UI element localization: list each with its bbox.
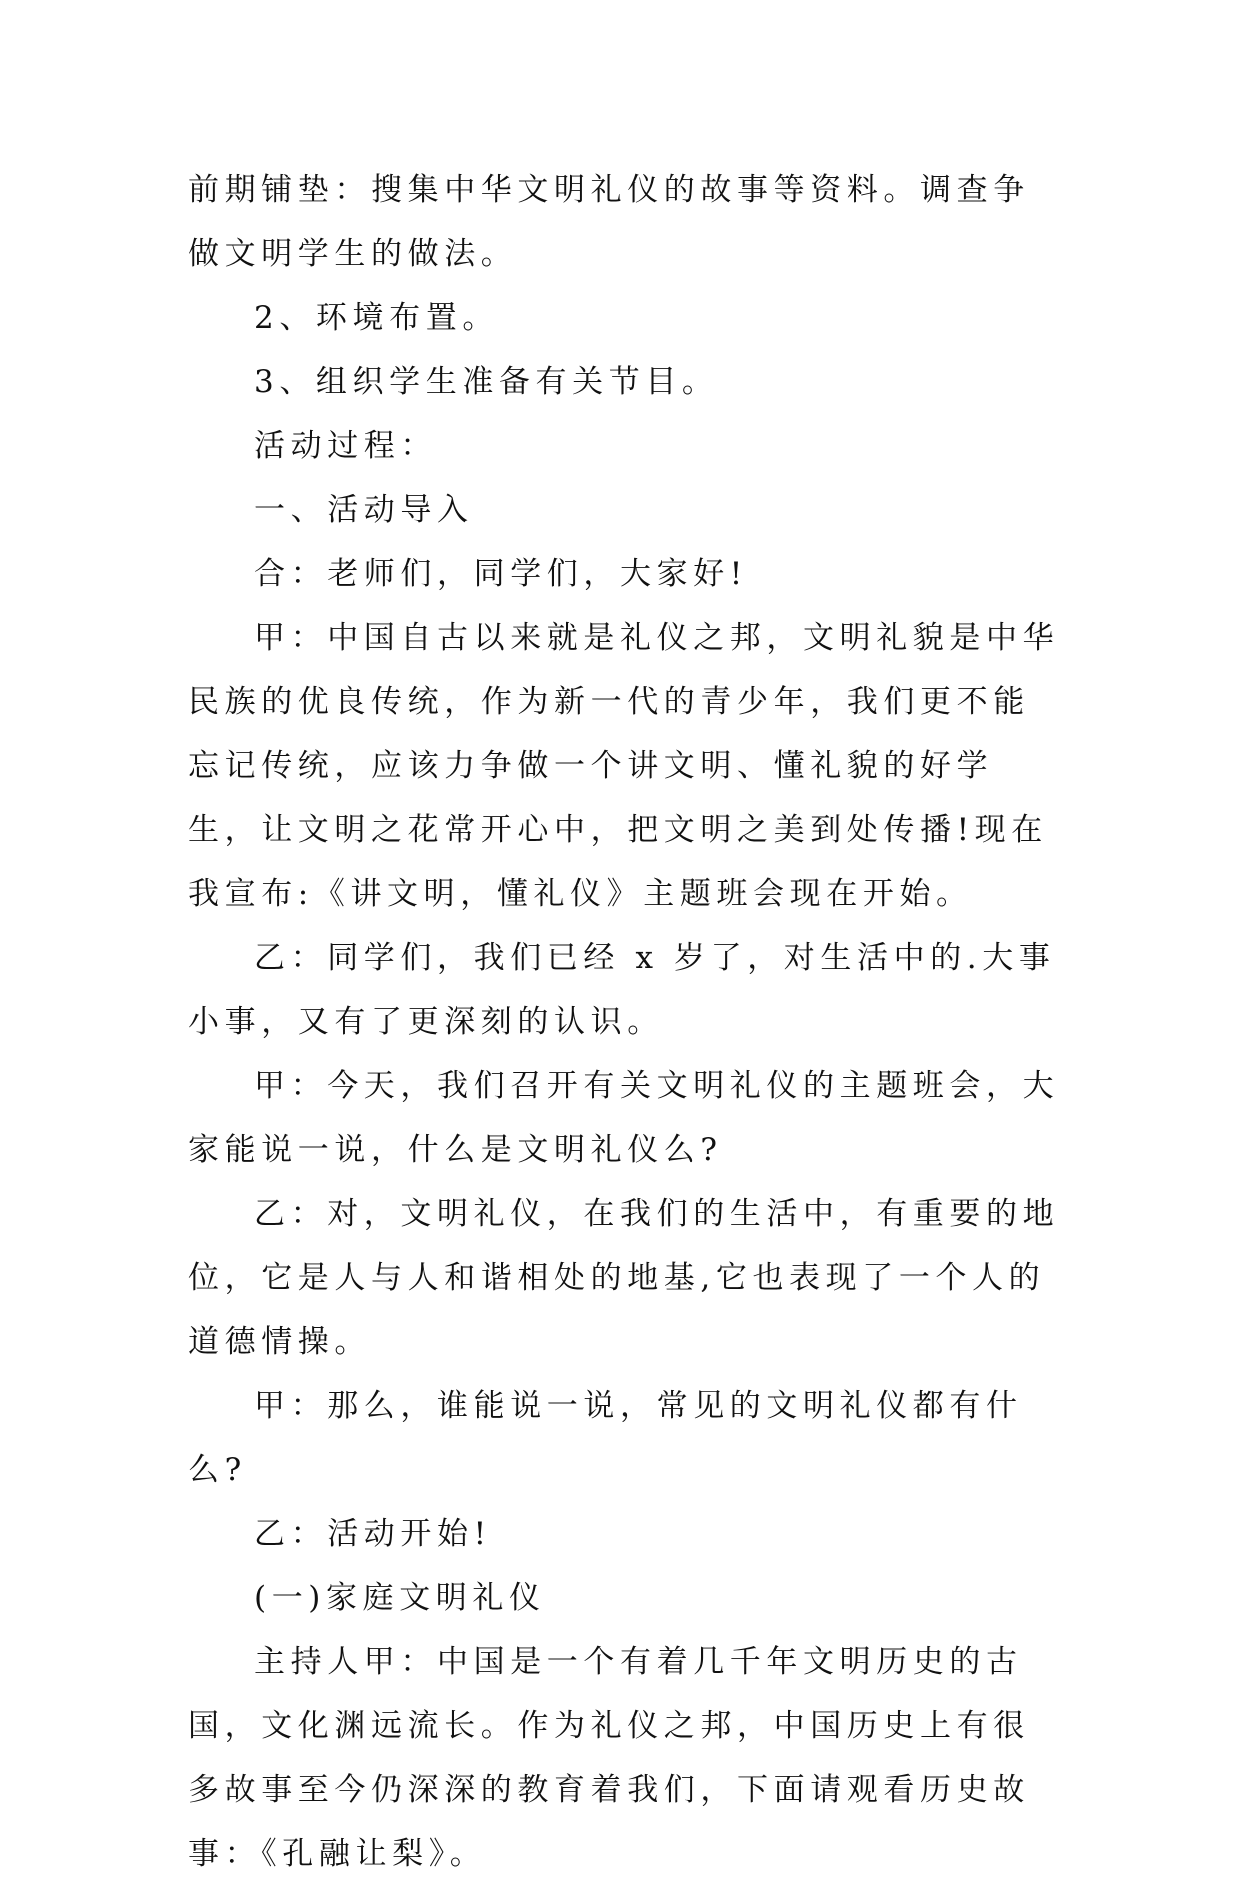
paragraph: 乙：同学们，我们已经 x 岁了，对生活中的.大事小事，又有了更深刻的认识。 xyxy=(188,940,1056,1040)
paragraph: 甲：那么，谁能说一说，常见的文明礼仪都有什么? xyxy=(188,1388,1023,1488)
paragraph: 2、环境布置。 xyxy=(254,300,499,336)
paragraph: 甲：中国自古以来就是礼仪之邦，文明礼貌是中华民族的优良传统，作为新一代的青少年，我们更不能忘记传统，应该力争做一个讲文明、懂礼貌的好学生，让文明之花常开心中，把文明之美到处传播!现在我宣布:《讲文明，懂礼仪》主题班会现在开始。 xyxy=(188,620,1060,912)
paragraph: 活动过程： xyxy=(254,428,437,464)
paragraph: 乙：对，文明礼仪，在我们的生活中，有重要的地位，它是人与人和谐相处的地基,它也表现了一个人的道德情操。 xyxy=(188,1196,1060,1360)
paragraph: 一、活动导入 xyxy=(254,492,474,528)
paragraph: 合：老师们，同学们，大家好! xyxy=(254,556,748,592)
document-body xyxy=(188,158,1060,1886)
paragraph: (一)家庭文明礼仪 xyxy=(254,1580,546,1616)
paragraph: 3、组织学生准备有关节目。 xyxy=(254,364,719,400)
paragraph: 乙：活动开始! xyxy=(254,1516,492,1552)
paragraph: 甲：今天，我们召开有关文明礼仪的主题班会，大家能说一说，什么是文明礼仪么? xyxy=(188,1068,1060,1168)
paragraph: 主持人甲：中国是一个有着几千年文明历史的古国，文化渊远流长。作为礼仪之邦，中国历史上有很多故事至今仍深深的教育着我们，下面请观看历史故事：《孔融让梨》。 xyxy=(188,1644,1030,1872)
paragraph: 前期铺垫：搜集中华文明礼仪的故事等资料。调查争做文明学生的做法。 xyxy=(188,172,1030,272)
